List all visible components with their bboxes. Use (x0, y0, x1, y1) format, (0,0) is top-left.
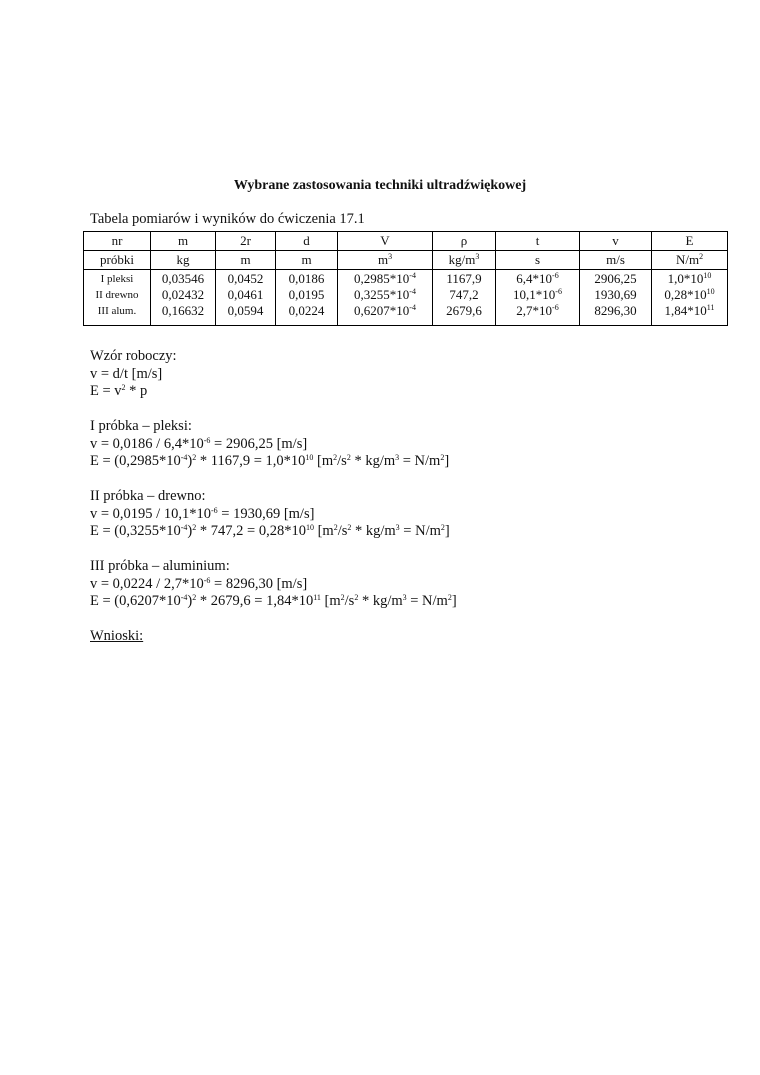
header-V: V (338, 232, 433, 251)
volume-value: $0,6207*10^{-4}$ (354, 303, 416, 318)
conclusions-heading: Wnioski: (90, 628, 144, 644)
modulus-value: $1,84*10^{11}$ (664, 303, 715, 318)
table-header-row (84, 232, 728, 251)
sample-heading: III próbka – aluminium: (90, 558, 230, 574)
calculations-section (90, 348, 457, 663)
unit-m: kg (151, 251, 216, 270)
velocity-calculation: $v = 0,0195 / 10,1*10^{-6} = 1930,69$ [m/s] (90, 505, 315, 522)
time-value: $2,7*10^{-6}$ (516, 303, 559, 318)
diameter-value: 0,0594 (227, 303, 264, 318)
table-data-row (84, 270, 728, 326)
modulus-value: $0,28*10^{10}$ (664, 287, 715, 302)
sample-heading: I próbka – pleksi: (90, 418, 192, 434)
density-value: 1167,9 (446, 271, 482, 286)
header-rho: ρ (433, 232, 496, 251)
velocity-calculation: $v = 0,0186 / 6,4*10^{-6} = 2906,25$ [m/s] (90, 435, 308, 452)
unit-nr: próbki (84, 251, 151, 270)
modulus-calculation: $E = (0,6207*10^{-4})^2 * 2679,6 = 1,84*10^{11}$ $[m^2/s^2 * kg/m^3 = N/m^2]$ (90, 593, 457, 609)
volume-value: $0,2985*10^{-4}$ (354, 271, 416, 286)
volume-value: $0,3255*10^{-4}$ (354, 287, 416, 302)
velocity-value: 8296,30 (594, 303, 637, 318)
time-value: $10,1*10^{-6}$ (513, 287, 562, 302)
diameter-value: 0,0461 (227, 287, 264, 302)
unit-v: m/s (580, 251, 652, 270)
table-units-row (84, 251, 728, 270)
header-m: m (151, 232, 216, 251)
density-cell (433, 270, 496, 326)
velocity-value: 1930,69 (594, 287, 637, 302)
mass-cell (151, 270, 216, 326)
table-caption: Tabela pomiarów i wyników do ćwiczenia 17.1 (90, 211, 365, 227)
velocity-value: 2906,25 (594, 271, 637, 286)
unit-V: $m^3$ (338, 251, 433, 270)
formula-velocity: v = d/t [m/s] (90, 365, 163, 382)
header-E: E (652, 232, 728, 251)
sample-heading: II próbka – drewno: (90, 488, 206, 504)
diameter-value: 0,0452 (227, 271, 264, 286)
time-value: $6,4*10^{-6}$ (516, 271, 559, 286)
sample-name: I pleksi (100, 273, 134, 285)
modulus-calculation: $E = (0,3255*10^{-4})^2 * 747,2 = 0,28*10^{10}$ $[m^2/s^2 * kg/m^3 = N/m^2]$ (90, 523, 450, 539)
header-nr: nr (84, 232, 151, 251)
mass-value: 0,03546 (161, 271, 205, 286)
unit-2r: m (216, 251, 276, 270)
unit-d: m (276, 251, 338, 270)
sample-name: III alum. (97, 305, 137, 317)
header-2r: 2r (216, 232, 276, 251)
thickness-value: 0,0224 (288, 303, 325, 318)
density-value: 2679,6 (446, 303, 482, 318)
header-t: t (496, 232, 580, 251)
formula-heading: Wzór roboczy: (90, 348, 177, 364)
header-d: d (276, 232, 338, 251)
volume-cell (338, 270, 433, 326)
working-formula (90, 348, 457, 401)
formula-modulus: $E = v^2 * p$ (90, 383, 148, 399)
modulus-calculation: $E = (0,2985*10^{-4})^2 * 1167,9 = 1,0*10^{10}$ $[m^2/s^2 * kg/m^3 = N/m^2]$ (90, 453, 450, 469)
sample-calculation-pleksi (90, 418, 457, 471)
sample-calculation-aluminium (90, 558, 457, 611)
measurement-table (83, 231, 728, 326)
mass-value: 0,02432 (161, 287, 205, 302)
unit-rho: $kg/m^3$ (433, 251, 496, 270)
density-value: 747,2 (449, 287, 479, 302)
unit-E: $N/m^2$ (652, 251, 728, 270)
diameter-cell (216, 270, 276, 326)
thickness-value: 0,0186 (288, 271, 325, 286)
velocity-calculation: $v = 0,0224 / 2,7*10^{-6} = 8296,30$ [m/s] (90, 575, 308, 592)
sample-name: II drewno (95, 289, 139, 301)
thickness-value: 0,0195 (288, 287, 325, 302)
header-v: v (580, 232, 652, 251)
document-title: Wybrane zastosowania techniki ultradźwiękowej (233, 178, 527, 193)
sample-calculation-drewno (90, 488, 457, 541)
mass-value: 0,16632 (161, 303, 205, 318)
modulus-value: $1,0*10^{10}$ (667, 271, 712, 286)
velocity-cell (580, 270, 652, 326)
time-cell (496, 270, 580, 326)
modulus-cell (652, 270, 728, 326)
unit-t: s (496, 251, 580, 270)
thickness-cell (276, 270, 338, 326)
sample-names-cell (84, 270, 151, 326)
